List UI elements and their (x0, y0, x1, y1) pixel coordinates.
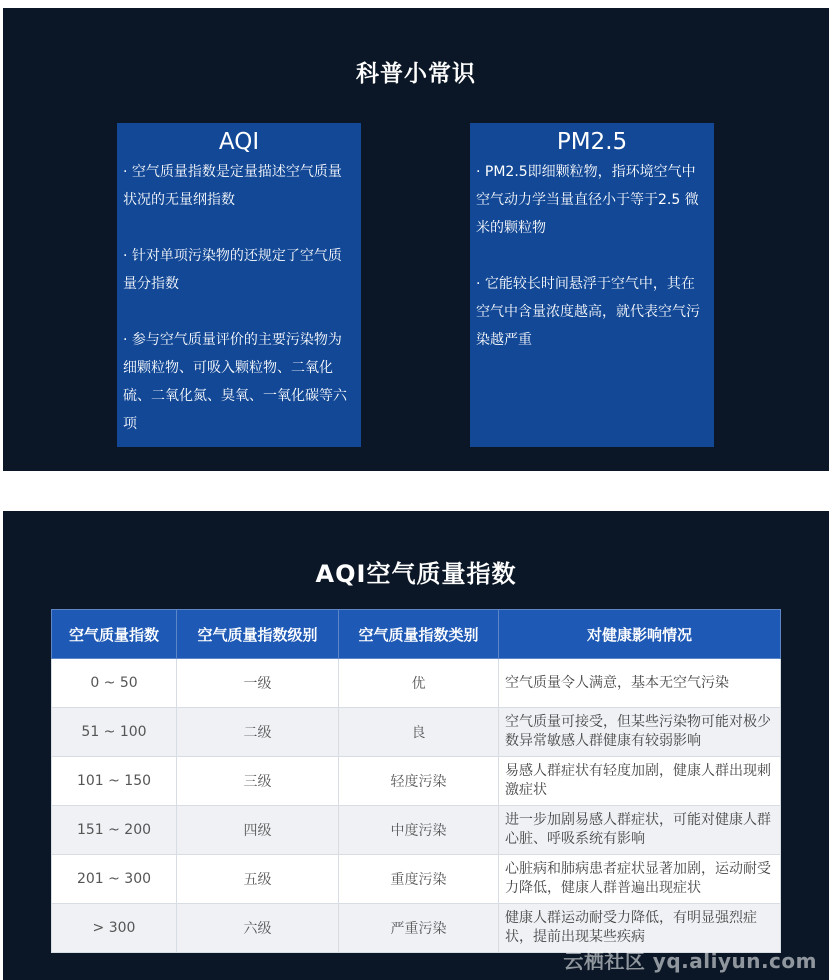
pm25-point: · 它能较长时间悬浮于空气中，其在空气中含量浓度越高，就代表空气污染越严重 (476, 276, 700, 348)
aqi-card (117, 123, 361, 447)
health-effect-cell: 空气质量令人满意，基本无空气污染 (499, 659, 781, 708)
watermark: 云栖社区 yq.aliyun.com (563, 949, 817, 973)
health-effect-cell: 进一步加剧易感人群症状，可能对健康人群心脏、呼吸系统有影响 (499, 806, 781, 855)
table-row (52, 659, 781, 708)
health-effect-cell: 易感人群症状有轻度加剧，健康人群出现刺激症状 (499, 757, 781, 806)
aqi-level-cell: 三级 (177, 757, 339, 806)
health-effect-cell: 心脏病和肺病患者症状显著加剧，运动耐受力降低，健康人群普遍出现症状 (499, 855, 781, 904)
pm25-card-title: PM2.5 (556, 129, 628, 155)
table-row (52, 708, 781, 757)
aqi-point: · 参与空气质量评价的主要污染物为细颗粒物、可吸入颗粒物、二氧化硫、二氧化氮、臭氧、一氧化碳等六项 (123, 332, 347, 432)
aqi-range-cell: 0 ~ 50 (52, 659, 177, 708)
aqi-range-cell: > 300 (52, 904, 177, 953)
aqi-range-cell: 101 ~ 150 (52, 757, 177, 806)
table-row (52, 757, 781, 806)
aqi-category-cell: 中度污染 (339, 806, 499, 855)
pm25-card (470, 123, 714, 447)
aqi-level-cell: 五级 (177, 855, 339, 904)
table-row (52, 806, 781, 855)
aqi-point: · 空气质量指数是定量描述空气质量状况的无量纲指数 (123, 164, 342, 208)
aqi-category-cell: 良 (339, 708, 499, 757)
column-header: 空气质量指数级别 (177, 610, 339, 659)
aqi-category-cell: 严重污染 (339, 904, 499, 953)
aqi-level-cell: 二级 (177, 708, 339, 757)
aqi-range-cell: 151 ~ 200 (52, 806, 177, 855)
science-tips-slide (3, 8, 829, 471)
aqi-card-title: AQI (218, 129, 260, 155)
slide-title: AQI空气质量指数 (315, 560, 517, 588)
health-effect-cell: 健康人群运动耐受力降低，有明显强烈症状，提前出现某些疾病 (499, 904, 781, 953)
aqi-level-cell: 六级 (177, 904, 339, 953)
aqi-range-cell: 51 ~ 100 (52, 708, 177, 757)
column-header: 空气质量指数 (52, 610, 177, 659)
aqi-category-cell: 轻度污染 (339, 757, 499, 806)
column-header: 空气质量指数类别 (339, 610, 499, 659)
column-header: 对健康影响情况 (499, 610, 781, 659)
aqi-table-slide (3, 511, 829, 980)
table-row (52, 855, 781, 904)
health-effect-cell: 空气质量可接受，但某些污染物可能对极少数异常敏感人群健康有较弱影响 (499, 708, 781, 757)
aqi-category-cell: 优 (339, 659, 499, 708)
aqi-level-cell: 一级 (177, 659, 339, 708)
aqi-range-cell: 201 ~ 300 (52, 855, 177, 904)
aqi-category-cell: 重度污染 (339, 855, 499, 904)
pm25-point: · PM2.5即细颗粒物，指环境空气中空气动力学当量直径小于等于2.5 微米的颗粒物 (476, 164, 699, 236)
aqi-level-cell: 四级 (177, 806, 339, 855)
table-header-row (52, 610, 781, 659)
aqi-table (51, 609, 781, 953)
slide-title: 科普小常识 (356, 61, 476, 87)
aqi-point: · 针对单项污染物的还规定了空气质量分指数 (123, 248, 342, 292)
